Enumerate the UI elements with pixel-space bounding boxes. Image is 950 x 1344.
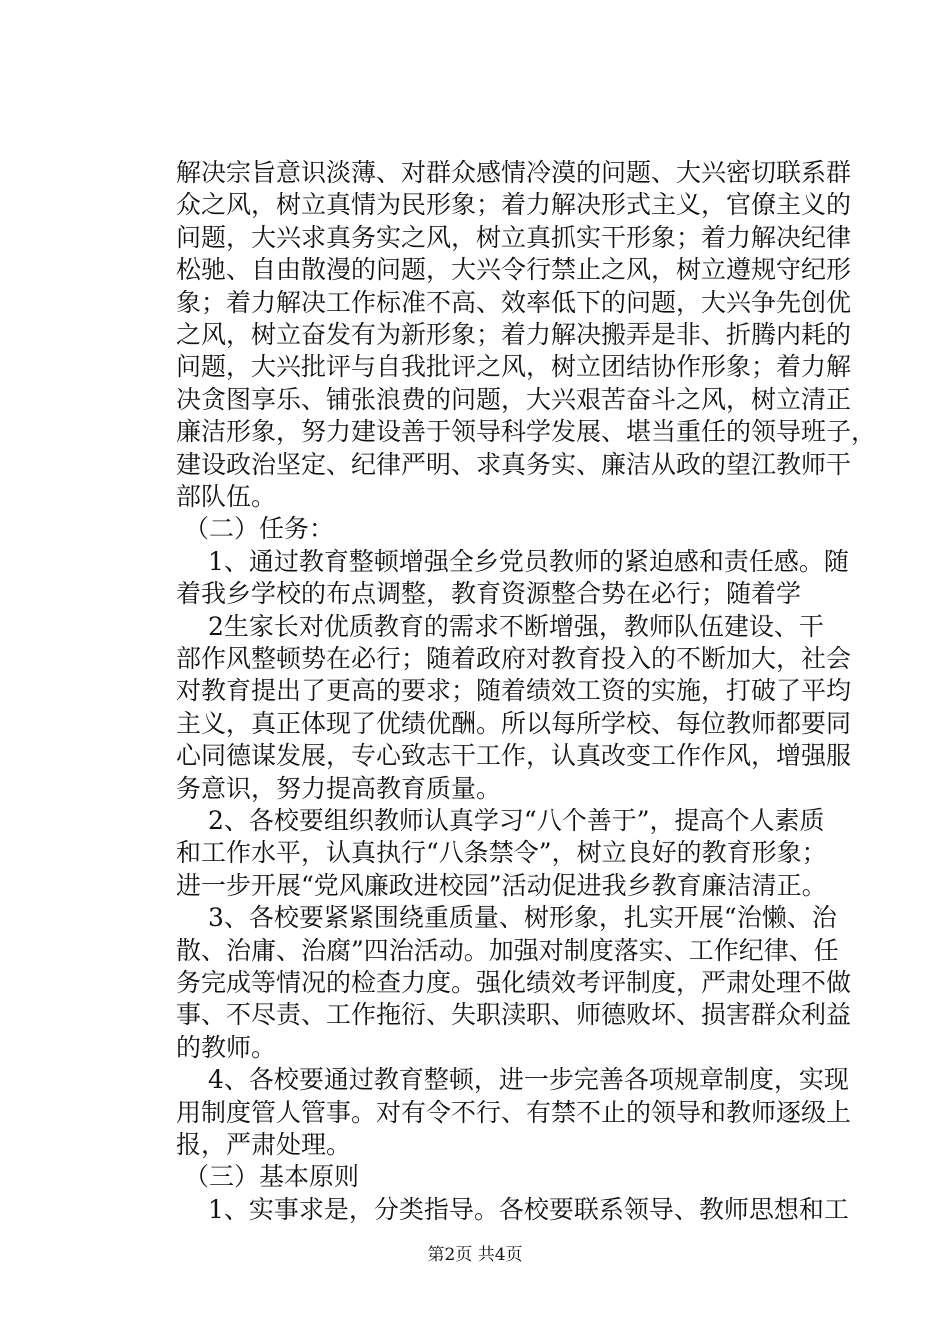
body-text-line: 和工作水平，认真执行“八条禁令”，树立良好的教育形象； <box>176 838 827 867</box>
body-text-line: 事、不尽责、工作拖衍、失职渎职、师德败坏、损害群众利益 <box>176 1000 852 1029</box>
body-text-line: 4、各校要通过教育整顿，进一步完善各项规章制度，实现 <box>208 1065 849 1094</box>
body-text-line: 务完成等情况的检查力度。强化绩效考评制度，严肃处理不做 <box>176 968 852 997</box>
body-text-line: 问题，大兴求真务实之风，树立真抓实干形象；着力解决纪律 <box>176 223 852 252</box>
body-text-line: 解决宗旨意识淡薄、对群众感情冷漠的问题、大兴密切联系群 <box>176 158 852 187</box>
body-text-line: 报，严肃处理。 <box>176 1130 352 1159</box>
body-text-line: 的教师。 <box>176 1033 277 1062</box>
body-text-line: 2、各校要组织教师认真学习“八个善于”，提高个人素质 <box>208 806 825 835</box>
body-text-line: 众之风，树立真情为民形象；着力解决形式主义，官僚主义的 <box>176 190 852 219</box>
body-text-line: 用制度管人管事。对有令不行、有禁不止的领导和教师逐级上 <box>176 1098 852 1127</box>
section-heading: （三）基本原则 <box>184 1162 360 1191</box>
body-text-line: 建设政治坚定、纪律严明、求真务实、廉洁从政的望江教师干 <box>176 450 852 479</box>
body-text-line: 心同德谋发展，专心致志干工作，认真改变工作作风，增强服 <box>176 741 852 770</box>
body-text-line: 散、治庸、治腐”四治活动。加强对制度落实、工作纪律、任 <box>176 936 839 965</box>
section-heading: （二）任务： <box>184 514 335 543</box>
body-text-line: 务意识，努力提高教育质量。 <box>176 774 502 803</box>
body-text-line: 主义，真正体现了优绩优酬。所以每所学校、每位教师都要同 <box>176 709 852 738</box>
body-text-line: 廉洁形象，努力建设善于领导科学发展、堪当重任的领导班子， <box>176 417 877 446</box>
body-text-line: 对教育提出了更高的要求；随着绩效工资的实施，打破了平均 <box>176 676 852 705</box>
body-text-line: 1、实事求是，分类指导。各校要联系领导、教师思想和工 <box>208 1195 849 1224</box>
body-text-line: 着我乡学校的布点调整，教育资源整合势在必行；随着学 <box>176 579 802 608</box>
page-number-footer: 第2页 共4页 <box>427 1245 523 1265</box>
body-text-line: 象；着力解决工作标准不高、效率低下的问题，大兴争先创优 <box>176 288 852 317</box>
body-text-line: 部队伍。 <box>176 482 277 511</box>
body-text-line: 3、各校要紧紧围绕重质量、树形象，扎实开展“治懒、治 <box>208 903 837 932</box>
body-text-line: 2生家长对优质教育的需求不断增强，教师队伍建设、干 <box>208 612 824 641</box>
body-text-line: 部作风整顿势在必行；随着政府对教育投入的不断加大，社会 <box>176 644 852 673</box>
body-text-line: 松驰、自由散漫的问题，大兴令行禁止之风，树立遵规守纪形 <box>176 255 852 284</box>
body-text-line: 进一步开展“党风廉政进校园”活动促进我乡教育廉洁清正。 <box>176 871 827 900</box>
body-text-line: 之风，树立奋发有为新形象；着力解决搬弄是非、折腾内耗的 <box>176 320 852 349</box>
body-text-line: 决贪图享乐、铺张浪费的问题，大兴艰苦奋斗之风，树立清正 <box>176 385 852 414</box>
body-text-line: 问题，大兴批评与自我批评之风，树立团结协作形象；着力解 <box>176 352 852 381</box>
body-text-line: 1、通过教育整顿增强全乡党员教师的紧迫感和责任感。随 <box>208 547 849 576</box>
